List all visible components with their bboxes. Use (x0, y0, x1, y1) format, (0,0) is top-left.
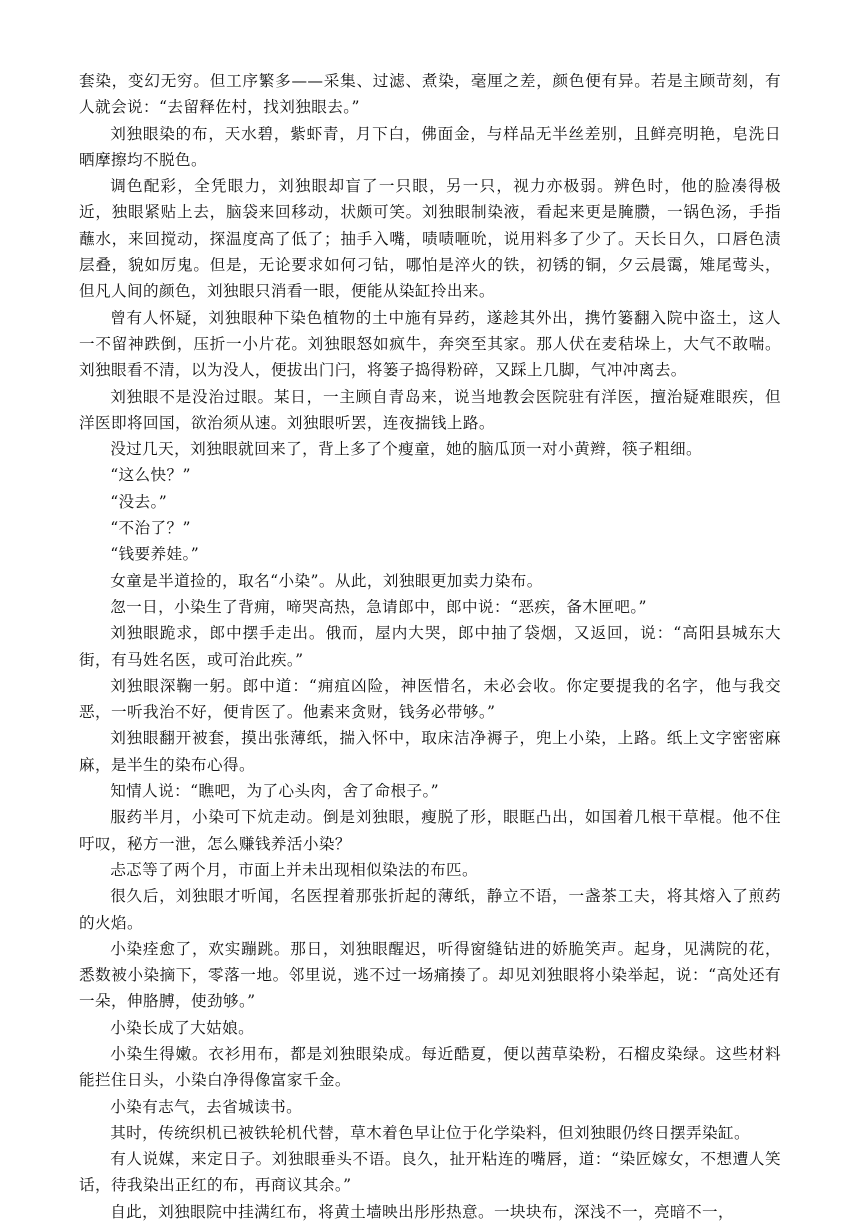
dialogue-line-3: “不治了？” (110, 519, 191, 538)
paragraph-13: 刘独眼跪求，郎中摆手走出。俄而，屋内大哭，郎中抽了袋烟，又返回，说：“高阳县城东大街，有马姓名医，或可治此疾。” (79, 624, 781, 669)
paragraph-11: 女童是半道捡的，取名“小染”。从此，刘独眼更加卖力染布。 (110, 571, 543, 590)
paragraph-20: 小染痊愈了，欢实蹦跳。那日，刘独眼醒迟，听得窗缝钻进的娇脆笑声。起身，见满院的花，悉数被小染摘下，零落一地。邻里说，逃不过一场痛揍了。却见刘独眼将小染举起，说：“高处还有一朵，伸胳膊，使劲够。” (79, 939, 781, 1011)
paragraph-19: 很久后，刘独眼才听闻，名医捏着那张折起的薄纸，静立不语，一盏茶工夫，将其熔入了煎药的火焰。 (79, 887, 781, 932)
paragraph-23: 小染有志气，去省城读书。 (110, 1097, 303, 1116)
paragraph-12: 忽一日，小染生了背痈，啼哭高热，急请郎中，郎中说：“恶疾，备木匣吧。” (110, 597, 647, 616)
paragraph-21: 小染长成了大姑娘。 (110, 1018, 255, 1037)
dialogue-line-2: “没去。” (110, 492, 168, 511)
paragraph-15: 刘独眼翻开被套，摸出张薄纸，揣入怀中，取床洁净褥子，兜上小染，上路。纸上文字密密麻麻，是半生的染布心得。 (79, 729, 781, 774)
paragraph-6: 没过几天，刘独眼就回来了，背上多了个瘦童，她的脑瓜顶一对小黄辫，筷子粗细。 (110, 440, 702, 459)
paragraph-14: 刘独眼深鞠一躬。郎中道：“痈疽凶险，神医惜名，未必会收。你定要提我的名字，他与我交恶，一听我治不好，便肯医了。他素来贪财，钱务必带够。” (79, 676, 781, 722)
paragraph-3: 调色配彩，全凭眼力，刘独眼却盲了一只眼，另一只，视力亦极弱。辨色时，他的脸凑得极近，独眼紧贴上去，脑袋来回移动，状颇可笑。刘独眼制染液，看起来更是腌臜，一锅色汤，手指蘸水，来回搅动，探温度高了低了；抽手入嘴，啧啧咂吮，说用料多了少了。天长日久，口唇色渍层叠，貌如厉鬼。但是，无论要求如何刁钻，哪怕是淬火的铁，初锈的铜，夕云晨霭，雉尾莺头，但凡人间的颜色，刘独眼只消看一眼，便能从染缸拎出来。 (79, 177, 781, 301)
document-page (79, 68, 781, 1225)
paragraph-24: 其时，传统织机已被铁轮机代替，草木着色早让位于化学染料，但刘独眼仍终日摆弄染缸。 (110, 1123, 750, 1142)
dialogue-line-1: “这么快？” (110, 466, 191, 485)
paragraph-5: 刘独眼不是没治过眼。某日，一主顾自青岛来，说当地教会医院驻有洋医，擅治疑难眼疾，但洋医即将回国，欲治须从速。刘独眼听罢，连夜揣钱上路。 (79, 387, 781, 432)
paragraph-25: 有人说媒，来定日子。刘独眼垂头不语。良久，扯开粘连的嘴唇，道：“染匠嫁女，不想遭人笑话，待我染出正红的布，再商议其余。” (79, 1150, 781, 1195)
paragraph-1: 套染，变幻无穷。但工序繁多——采集、过滤、煮染，毫厘之差，颜色便有异。若是主顾苛刻，有人就会说：“去留释佐村，找刘独眼去。” (79, 72, 781, 117)
dialogue-line-4: “钱要养娃。” (110, 545, 200, 564)
paragraph-2: 刘独眼染的布，天水碧，紫虾青，月下白，佛面金，与样品无半丝差别，且鲜亮明艳，皂洗日晒摩擦均不脱色。 (79, 124, 781, 169)
paragraph-22: 小染生得嫩。衣衫用布，都是刘独眼染成。每近酷夏，便以茜草染粉，石榴皮染绿。这些材料能拦住日头，小染白净得像富家千金。 (79, 1044, 781, 1090)
paragraph-26: 自此，刘独眼院中挂满红布，将黄土墙映出彤彤热意。一块块布，深浅不一，亮暗不一， (110, 1202, 734, 1221)
paragraph-17: 服药半月，小染可下炕走动。倒是刘独眼，瘦脱了形，眼眶凸出，如国着几根干草棍。他不住吁叹，秘方一泄，怎么赚钱养活小染？ (79, 808, 781, 853)
paragraph-18: 忐忑等了两个月，市面上并未出现相似染法的布匹。 (110, 860, 479, 879)
paragraph-16: 知情人说：“瞧吧，为了心头肉，舍了命根子。” (110, 782, 440, 801)
paragraph-4: 曾有人怀疑，刘独眼种下染色植物的土中施有异药，遂趁其外出，携竹篓翻入院中盗土，这人一不留神跌倒，压折一小片花。刘独眼怒如疯牛，奔突至其家。那人伏在麦秸垛上，大气不敢喘。刘独眼看不清，以为没人，便拔出门闩，将篓子捣得粉碎，又踩上几脚，气冲冲离去。 (79, 308, 781, 380)
